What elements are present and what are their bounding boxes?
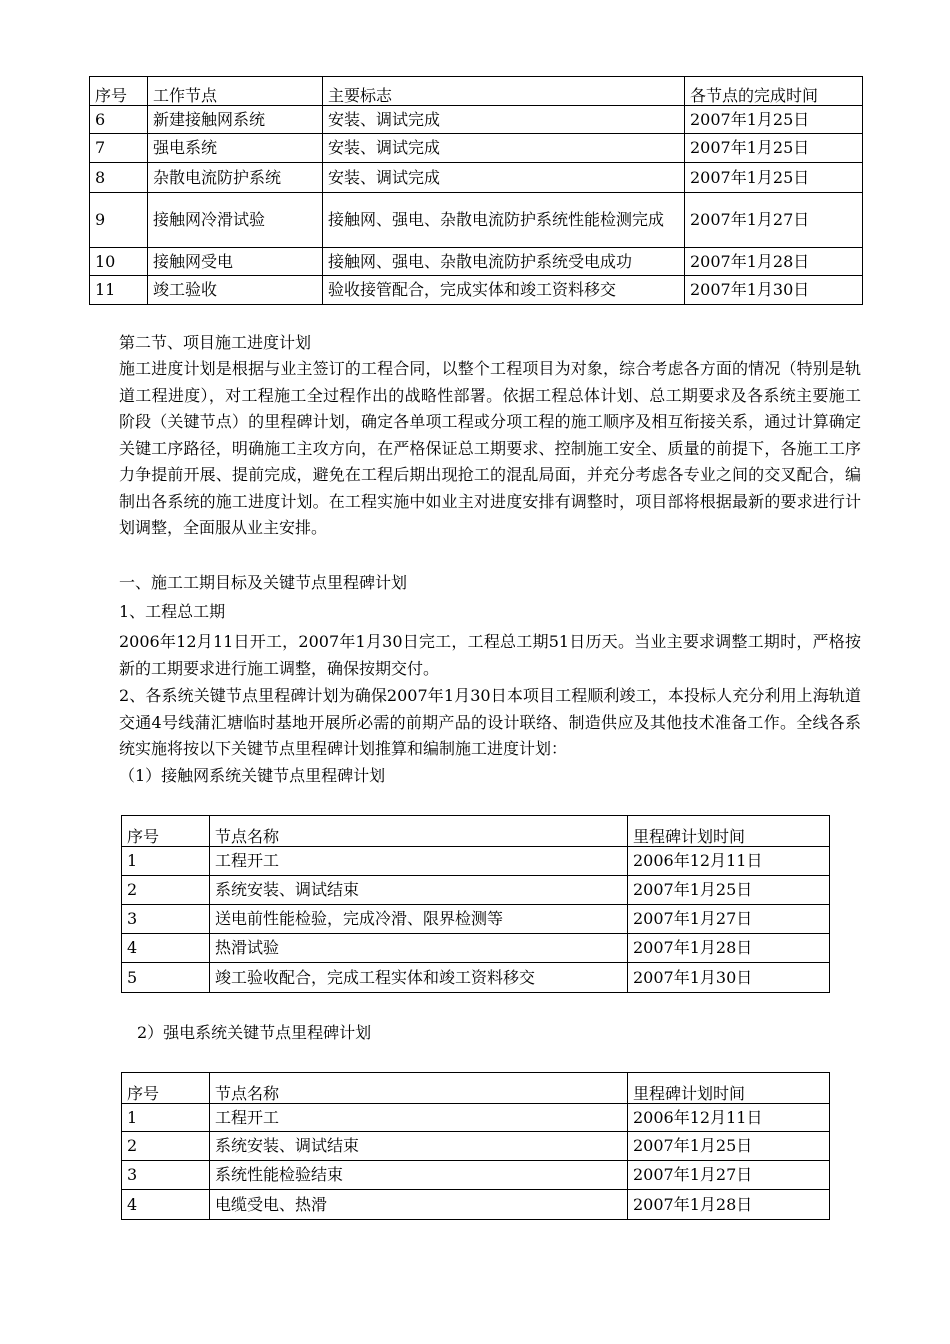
table-cell: 2007年1月28日 [685,248,863,276]
header-cell: 序号 [90,77,148,106]
power-milestone-table [121,1072,830,1220]
table-cell: 接触网受电 [148,248,323,276]
table-cell: 4 [122,934,210,963]
header-cell: 主要标志 [323,77,685,106]
table-cell: 2007年1月25日 [685,106,863,134]
table-cell: 安装、调试完成 [323,163,685,193]
table-cell: 验收接管配合，完成实体和竣工资料移交 [323,276,685,305]
table-cell: 送电前性能检验，完成冷滑、限界检测等 [210,905,628,934]
table-cell: 接触网冷滑试验 [148,193,323,248]
table-cell: 3 [122,905,210,934]
subheading-catenary: （1）接触网系统关键节点里程碑计划 [119,766,386,785]
header-cell: 工作节点 [148,77,323,106]
table-row [122,847,830,876]
section-title: 第二节、项目施工进度计划 [119,333,312,352]
table-cell: 2007年1月30日 [685,276,863,305]
table-row [90,106,863,134]
heading-total-period: 1、工程总工期 [119,602,226,621]
table-cell: 2007年1月25日 [628,876,830,905]
table-cell: 5 [122,963,210,993]
table-row [122,963,830,993]
table-cell: 7 [90,134,148,163]
table-cell: 电缆受电、热滑 [210,1190,628,1220]
period-paragraph: 2006年12月11日开工，2007年1月30日完工，工程总工期51日历天。当业主要求调整工期时，严格按新的工期要求进行施工调整，确保按期交付。 [119,632,861,678]
table-cell: 接触网、强电、杂散电流防护系统性能检测完成 [323,193,685,248]
table-row [90,134,863,163]
table-cell: 工程开工 [210,847,628,876]
header-cell: 里程碑计划时间 [628,1073,830,1104]
table-cell: 9 [90,193,148,248]
heading-milestone-plan: 一、施工工期目标及关键节点里程碑计划 [119,573,408,592]
table-row [122,905,830,934]
table-cell: 竣工验收 [148,276,323,305]
table-cell: 8 [90,163,148,193]
table-header-row [122,1073,830,1104]
table-cell: 2007年1月25日 [685,163,863,193]
header-cell: 节点名称 [210,816,628,847]
table-cell: 4 [122,1190,210,1220]
work-node-table [89,76,863,305]
header-cell: 序号 [122,816,210,847]
table-cell: 1 [122,1104,210,1132]
table-cell: 1 [122,847,210,876]
table-cell: 3 [122,1161,210,1190]
table-cell: 2 [122,876,210,905]
table-row [122,934,830,963]
table-row [90,193,863,248]
table-row [122,1132,830,1161]
table-cell: 系统性能检验结束 [210,1161,628,1190]
table-cell: 6 [90,106,148,134]
header-cell: 序号 [122,1073,210,1104]
table-cell: 2 [122,1132,210,1161]
table-cell: 2007年1月25日 [628,1132,830,1161]
table-cell: 竣工验收配合，完成工程实体和竣工资料移交 [210,963,628,993]
table-row [122,1190,830,1220]
table-row [122,876,830,905]
table-cell: 系统安装、调试结束 [210,1132,628,1161]
table-cell: 2007年1月27日 [628,905,830,934]
milestone-intro-paragraph: 2、各系统关键节点里程碑计划为确保2007年1月30日本项目工程顺利竣工，本投标人充分利用上海轨道交通4号线蒲汇塘临时基地开展所必需的前期产品的设计联络、制造供应及其他技术准备工作。全线各系统实施将按以下关键节点里程碑计划推算和编制施工进度计划： [119,686,861,758]
table-row [90,248,863,276]
intro-paragraph: 施工进度计划是根据与业主签订的工程合同，以整个工程项目为对象，综合考虑各方面的情况（特别是轨道工程进度），对工程施工全过程作出的战略性部署。依据工程总体计划、总工期要求及各系统主要施工阶段（关键节点）的里程碑计划，确定各单项工程或分项工程的施工顺序及相互衔接关系，通过计算确定关键工序路径，明确施工主攻方向，在严格保证总工期要求、控制施工安全、质量的前提下，各施工工序力争提前开展、提前完成，避免在工程后期出现抢工的混乱局面，并充分考虑各专业之间的交叉配合，编制出各系统的施工进度计划。在工程实施中如业主对进度安排有调整时，项目部将根据最新的要求进行计划调整，全面服从业主安排。 [119,359,861,537]
table-cell: 杂散电流防护系统 [148,163,323,193]
table-cell: 2006年12月11日 [628,847,830,876]
table-cell: 2007年1月28日 [628,934,830,963]
header-cell: 各节点的完成时间 [685,77,863,106]
table-cell: 2007年1月25日 [685,134,863,163]
table-cell: 2007年1月27日 [685,193,863,248]
table-cell: 2007年1月30日 [628,963,830,993]
table-cell: 工程开工 [210,1104,628,1132]
table-header-row [122,816,830,847]
table-cell: 2007年1月28日 [628,1190,830,1220]
table-cell: 2007年1月27日 [628,1161,830,1190]
table-cell: 10 [90,248,148,276]
table-cell: 安装、调试完成 [323,106,685,134]
subheading-power: 2）强电系统关键节点里程碑计划 [137,1023,372,1042]
table-cell: 安装、调试完成 [323,134,685,163]
table-cell: 强电系统 [148,134,323,163]
table-cell: 接触网、强电、杂散电流防护系统受电成功 [323,248,685,276]
table-row [122,1161,830,1190]
table-cell: 11 [90,276,148,305]
table-cell: 2006年12月11日 [628,1104,830,1132]
header-cell: 节点名称 [210,1073,628,1104]
table-row [122,1104,830,1132]
header-cell: 里程碑计划时间 [628,816,830,847]
table-cell: 系统安装、调试结束 [210,876,628,905]
table-header-row [90,77,863,106]
table-row [90,276,863,305]
table-cell: 新建接触网系统 [148,106,323,134]
table-cell: 热滑试验 [210,934,628,963]
catenary-milestone-table [121,815,830,993]
table-row [90,163,863,193]
